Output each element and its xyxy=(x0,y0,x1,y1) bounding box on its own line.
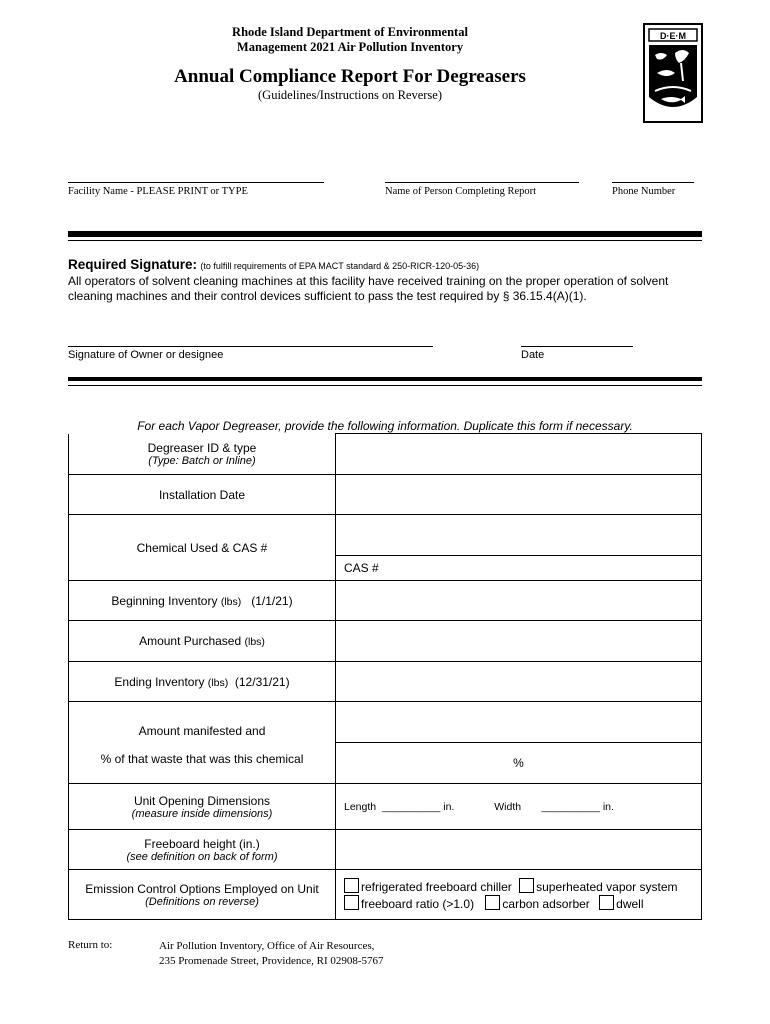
length-unit: in. xyxy=(443,800,455,813)
table-row xyxy=(69,475,702,515)
carbon-adsorber-checkbox[interactable] xyxy=(485,895,500,910)
begin-inventory-text: Beginning Inventory xyxy=(111,593,218,608)
table-row xyxy=(69,702,702,784)
table-row xyxy=(69,662,702,702)
table-row xyxy=(69,515,702,556)
divider-line-2 xyxy=(68,385,702,386)
freeboard-label xyxy=(69,830,336,870)
freeboard-note: (see definition on back of form) xyxy=(126,850,278,863)
emission-text: Emission Control Options Employed on Unit xyxy=(85,881,319,896)
agency-heading xyxy=(160,25,540,55)
cas-field[interactable] xyxy=(336,556,702,581)
width-label: Width xyxy=(494,800,522,813)
begin-inventory-field[interactable] xyxy=(336,581,702,621)
length-label: Length xyxy=(344,800,377,813)
degreaser-id-text: Degreaser ID & type xyxy=(147,440,257,455)
manifested-cell xyxy=(336,702,702,784)
chemical-label: Chemical Used & CAS # xyxy=(69,515,336,581)
agency-line-2: Management 2021 Air Pollution Inventory xyxy=(236,40,464,54)
width-input[interactable]: __________ xyxy=(541,800,600,813)
divider-line xyxy=(68,240,702,241)
end-inventory-date: (12/31/21) xyxy=(234,674,290,689)
page-subtitle: (Guidelines/Instructions on Reverse) xyxy=(258,88,442,102)
begin-inventory-unit: (lbs) xyxy=(220,595,242,608)
address-line-1: Air Pollution Inventory, Office of Air Resources, xyxy=(159,940,375,952)
signature-section xyxy=(68,257,708,304)
table-row xyxy=(69,830,702,870)
divider-bar xyxy=(68,231,702,237)
table-row xyxy=(69,434,702,475)
chiller-checkbox[interactable] xyxy=(344,878,359,893)
manifested-label xyxy=(69,702,336,784)
opening-dimensions-field xyxy=(336,784,702,830)
waste-pct-field[interactable] xyxy=(336,743,701,783)
divider-bar-2 xyxy=(68,377,702,381)
dem-logo xyxy=(643,23,703,123)
page-title: Annual Compliance Report For Degreasers xyxy=(174,66,526,87)
degreaser-table xyxy=(68,433,702,920)
opening-note: measure inside dimensions xyxy=(135,807,269,820)
dwell-checkbox[interactable] xyxy=(599,895,614,910)
table-row xyxy=(69,784,702,830)
emission-label: Emission Control Options Employed on Unit (Definitions on reverse) xyxy=(69,870,336,920)
return-to-label: Return to: xyxy=(68,939,113,951)
dwell-label: dwell xyxy=(616,896,644,911)
return-address xyxy=(159,939,384,969)
purchased-text: Amount Purchased xyxy=(139,634,242,648)
superheated-label: superheated vapor system xyxy=(536,879,678,894)
table-row xyxy=(69,621,702,662)
install-date-field[interactable] xyxy=(336,475,702,515)
signature-note: (to fulfill requirements of EPA MACT standard & 250-RICR-120-05-36) xyxy=(200,261,480,271)
pct-symbol: % xyxy=(513,756,524,770)
table-row xyxy=(69,870,702,920)
opening-label: Unit Opening Dimensions (measure inside dimensions) xyxy=(69,784,336,830)
cas-label: CAS # xyxy=(344,561,379,575)
person-name-line[interactable] xyxy=(385,182,579,183)
facility-name-line[interactable] xyxy=(68,182,324,183)
freeboard-text: Freeboard height (in.) xyxy=(144,836,260,851)
owner-signature-line[interactable] xyxy=(68,346,433,347)
freeboard-field[interactable] xyxy=(336,830,702,870)
phone-line[interactable] xyxy=(612,182,694,183)
freeboard-ratio-label: freeboard ratio (>1.0) xyxy=(361,896,475,911)
agency-line-1: Rhode Island Department of Environmental xyxy=(232,25,468,39)
signature-statement: All operators of solvent cleaning machines at this facility have received training on the proper operation of solvent cleaning machines and their control devices sufficient to pass the test required by § 36.15.4(A)(1). xyxy=(68,274,669,303)
logo-text: D·E·M xyxy=(660,31,686,41)
phone-label: Phone Number xyxy=(612,186,676,197)
carbon-adsorber-label: carbon adsorber xyxy=(502,896,590,911)
opening-text: Unit Opening Dimensions xyxy=(133,793,271,808)
degreaser-id-label xyxy=(69,434,336,475)
purchased-label xyxy=(69,621,336,662)
end-inventory-label xyxy=(69,662,336,702)
freeboard-ratio-checkbox[interactable] xyxy=(344,895,359,910)
signature-heading: Required Signature: xyxy=(68,257,198,272)
begin-inventory-label xyxy=(69,581,336,621)
end-inventory-text: Ending Inventory xyxy=(114,674,205,689)
end-inventory-unit: (lbs) xyxy=(207,676,229,689)
address-line-2: 235 Promenade Street, Providence, RI 02908-5767 xyxy=(159,955,384,967)
superheated-checkbox[interactable] xyxy=(519,878,534,893)
facility-name-label: Facility Name - PLEASE PRINT or TYPE xyxy=(68,186,248,197)
degreaser-type-note: (Type: Batch or Inline) xyxy=(148,454,256,467)
manifested-text: Amount manifested and xyxy=(138,723,266,738)
purchased-unit: (lbs) xyxy=(244,636,265,648)
chemical-field[interactable] xyxy=(336,515,702,556)
emission-note: Definitions on reverse xyxy=(148,895,256,908)
table-instructions: For each Vapor Degreaser, provide the following information. Duplicate this form if necessary. xyxy=(137,419,633,433)
emission-options xyxy=(336,870,702,920)
end-inventory-field[interactable] xyxy=(336,662,702,702)
table-row xyxy=(69,581,702,621)
signature-date-label: Date xyxy=(521,349,545,361)
length-input[interactable]: __________ xyxy=(381,800,441,813)
purchased-field[interactable] xyxy=(336,621,702,662)
begin-inventory-date: (1/1/21) xyxy=(251,593,293,608)
width-unit: in. xyxy=(602,800,614,813)
person-name-label: Name of Person Completing Report xyxy=(385,186,537,197)
owner-signature-label: Signature of Owner or designee xyxy=(68,349,224,361)
waste-pct-text: % of that waste that was this chemical xyxy=(100,751,304,766)
degreaser-id-field[interactable] xyxy=(336,434,702,475)
install-date-label: Installation Date xyxy=(69,475,336,515)
chiller-label: refrigerated freeboard chiller xyxy=(361,879,512,894)
signature-date-line[interactable] xyxy=(521,346,633,347)
manifested-field[interactable] xyxy=(336,702,701,743)
